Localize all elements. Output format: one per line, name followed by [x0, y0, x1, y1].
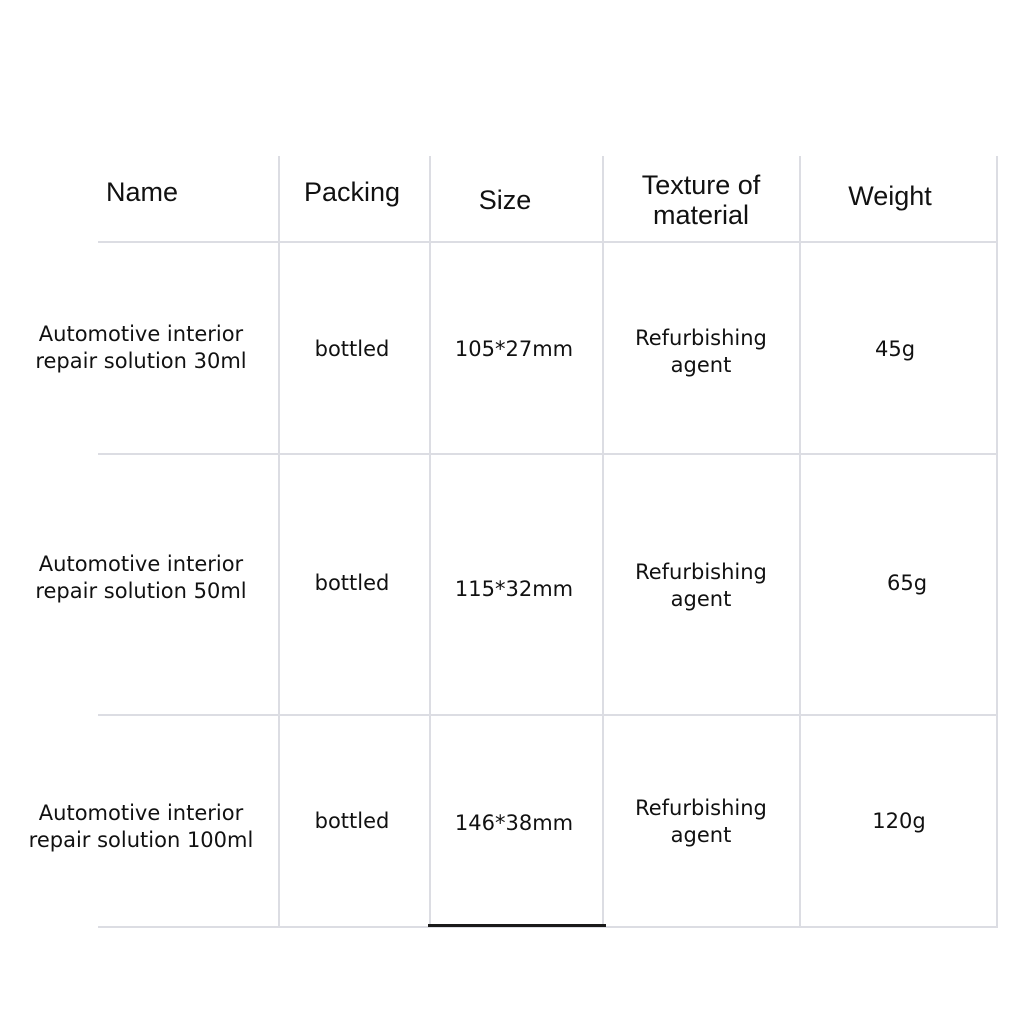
row-divider — [98, 241, 998, 243]
row3-name: Automotive interior repair solution 100ml — [28, 801, 254, 852]
row1-weight: 45g — [874, 336, 916, 361]
header-weight: Weight — [848, 181, 932, 211]
header-texture: Texture of material — [641, 170, 761, 230]
row2-packing: bottled — [314, 570, 390, 595]
row1-packing: bottled — [314, 336, 390, 361]
header-packing: Packing — [303, 177, 401, 207]
row-divider — [98, 714, 998, 716]
row1-texture: Refurbishing agent — [635, 326, 767, 377]
row1-size: 105*27mm — [454, 336, 574, 361]
row2-name: Automotive interior repair solution 50ml — [35, 552, 247, 603]
row3-weight: 120g — [872, 808, 926, 833]
column-divider — [278, 156, 280, 928]
column-divider — [429, 156, 431, 928]
column-divider — [602, 156, 604, 928]
column-divider — [799, 156, 801, 928]
row2-size: 115*32mm — [454, 576, 574, 601]
header-name: Name — [105, 177, 179, 207]
row2-texture: Refurbishing agent — [635, 560, 767, 611]
row1-name: Automotive interior repair solution 30ml — [35, 322, 247, 373]
row3-size: 146*38mm — [454, 810, 574, 835]
column-divider — [996, 156, 998, 928]
row3-texture: Refurbishing agent — [635, 796, 767, 847]
row3-packing: bottled — [314, 808, 390, 833]
size-column-underline — [428, 924, 606, 927]
row2-weight: 65g — [886, 570, 928, 595]
row-divider — [98, 453, 998, 455]
header-size: Size — [478, 185, 532, 215]
